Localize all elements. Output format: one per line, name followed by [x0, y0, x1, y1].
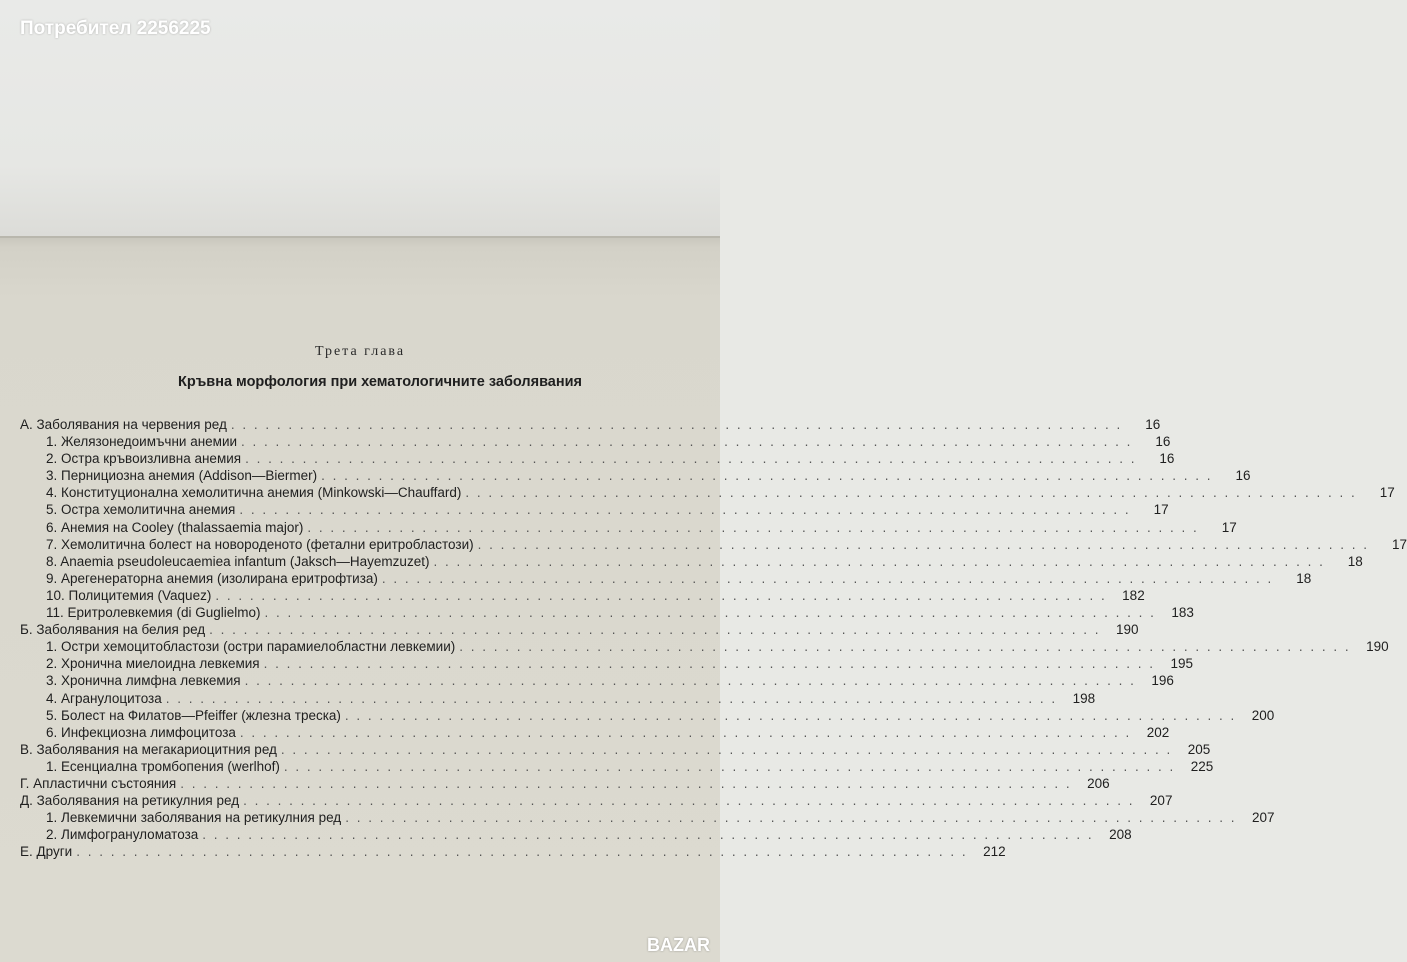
toc-entry-title: В. Заболявания на мегакариоцитния ред: [20, 741, 277, 757]
toc-entry: [20, 553, 1363, 570]
toc-leader-dots: [465, 484, 1356, 501]
toc-leader-dots: [241, 433, 1132, 450]
toc-entry-title: 2. Лимфогрануломатоза: [46, 827, 199, 843]
toc-page-number: 16: [1159, 451, 1175, 467]
toc-leader-dots: [345, 707, 1236, 724]
toc-leader-dots: [166, 690, 1057, 707]
toc-entry: [20, 792, 1173, 809]
toc-entry: [20, 655, 1193, 672]
toc-leader-dots: [281, 741, 1172, 758]
toc-leader-dots: [265, 604, 1156, 621]
toc-leader-dots: [245, 672, 1136, 689]
toc-entry: [20, 467, 1251, 484]
toc-entry-title: 2. Остра кръвоизливна анемия: [46, 451, 242, 467]
toc-entry-title: 4. Конституционална хемолитична анемия (Minkowski—Chauffard): [46, 485, 462, 501]
toc-entry: [20, 826, 1132, 843]
toc-leader-dots: [209, 621, 1100, 638]
toc-leader-dots: [264, 655, 1155, 672]
toc-entry-title: Е. Други: [20, 844, 73, 860]
toc-entry-title: 1. Есенциална тромбопения (werlhof): [46, 758, 280, 774]
toc-entry: [20, 775, 1110, 792]
toc-page-number: 207: [1149, 793, 1173, 809]
toc-entry: [20, 570, 1312, 587]
toc-entry: [20, 758, 1214, 775]
toc-page-number: 16: [1145, 417, 1161, 432]
toc-leader-dots: [243, 792, 1134, 809]
toc-page-number: 18: [1296, 570, 1312, 586]
toc-entry: [20, 672, 1174, 689]
toc-page-number: 18: [1347, 553, 1363, 569]
toc-entry: [20, 536, 1407, 553]
toc-page-number: 205: [1187, 741, 1211, 757]
toc-page-number: 16: [1155, 434, 1171, 450]
toc-page-number: 195: [1170, 656, 1193, 672]
toc-page-number: 183: [1171, 605, 1194, 621]
toc-entry-title: 2. Хронична миелоидна левкемия: [46, 656, 260, 672]
toc-entry: [20, 519, 1237, 536]
toc-entry: [20, 690, 1096, 707]
toc-page-number: 17: [1379, 485, 1395, 501]
table-of-contents: [20, 416, 1407, 860]
toc-page-number: 190: [1116, 622, 1139, 638]
toc-leader-dots: [202, 826, 1093, 843]
toc-page-number: 17: [1392, 536, 1407, 552]
toc-entry-title: 1. Желязонедоимъчни анемии: [46, 434, 238, 450]
toc-entry-title: 8. Anaemia pseudoleucaemiea infantum (Jaksch—Hayemzuzet): [46, 553, 430, 569]
toc-leader-dots: [231, 416, 1122, 433]
toc-leader-dots: [240, 724, 1131, 741]
toc-entry-title: 9. Арегенераторна анемия (изолирана еритрофтиза): [46, 570, 378, 586]
toc-leader-dots: [382, 570, 1273, 587]
toc-entry-title: Д. Заболявания на ретикулния ред: [20, 793, 240, 809]
toc-entry: [20, 501, 1169, 518]
toc-entry-title: А. Заболявания на червения ред: [20, 417, 227, 432]
toc-entry-title: 10. Полицитемия (Vaquez): [46, 587, 212, 603]
toc-page-number: 202: [1146, 724, 1170, 740]
toc-page-number: 16: [1235, 468, 1251, 484]
toc-page-number: 17: [1153, 502, 1169, 518]
toc-leader-dots: [478, 536, 1369, 553]
toc-entry-title: 1. Левкемични заболявания на ретикулния ред: [46, 810, 342, 826]
toc-entry-title: 3. Хронична лимфна левкемия: [46, 673, 241, 689]
toc-entry: [20, 741, 1211, 758]
toc-entry: [20, 621, 1139, 638]
toc-entry-title: 1. Остри хемоцитобластози (остри парамиелобластни левкемии): [46, 639, 456, 655]
chapter-heading: Кръвна морфология при хематологичните заболявания: [178, 374, 582, 390]
toc-page-number: 17: [1221, 519, 1237, 535]
toc-entry: [20, 707, 1275, 724]
chapter-label: Трета глава: [314, 344, 406, 359]
bazar-logo: BAZAR: [647, 935, 710, 955]
toc-leader-dots: [245, 450, 1136, 467]
toc-entry-title: 5. Остра хемолитична анемия: [46, 502, 236, 518]
toc-entry: [20, 809, 1275, 826]
book-page: [0, 236, 1407, 962]
toc-entry: [20, 450, 1175, 467]
toc-leader-dots: [239, 501, 1130, 518]
toc-leader-dots: [459, 638, 1350, 655]
toc-page-number: 200: [1251, 707, 1275, 723]
toc-entry-title: 6. Анемия на Cooley (thalassaemia major): [46, 519, 304, 535]
toc-leader-dots: [345, 809, 1236, 826]
toc-entry-title: 6. Инфекциозна лимфоцитоза: [46, 724, 236, 740]
toc-entry-title: 7. Хемолитична болест на новороденото (фетални еритробластози): [46, 536, 474, 552]
toc-page-number: 207: [1252, 810, 1275, 826]
toc-page-number: 206: [1087, 775, 1110, 791]
toc-leader-dots: [180, 775, 1071, 792]
toc-entry: [20, 484, 1395, 501]
toc-page-number: 196: [1151, 673, 1174, 689]
toc-entry-title: 3. Пернициозна анемия (Addison—Biermer): [46, 468, 318, 484]
toc-page-number: 225: [1190, 758, 1214, 774]
photo-background-top: [0, 0, 720, 236]
toc-entry: [20, 433, 1171, 450]
toc-page-number: 190: [1366, 639, 1389, 655]
toc-leader-dots: [321, 467, 1212, 484]
toc-entry-title: Б. Заболявания на белия ред: [20, 622, 206, 638]
toc-entry: [20, 724, 1170, 741]
toc-entry: [20, 604, 1194, 621]
toc-page-number: 212: [983, 844, 1006, 860]
toc-entry: [20, 587, 1145, 604]
toc-entry: [20, 843, 1006, 860]
toc-leader-dots: [215, 587, 1106, 604]
toc-page-number: 182: [1122, 587, 1145, 603]
toc-entry-title: Г. Апластични състояния: [20, 775, 177, 791]
toc-leader-dots: [433, 553, 1324, 570]
toc-entry: [20, 638, 1389, 655]
toc-entry-title: 4. Агранулоцитоза: [46, 690, 162, 706]
toc-leader-dots: [284, 758, 1175, 775]
toc-leader-dots: [76, 843, 967, 860]
user-watermark: Потребител 2256225: [20, 18, 211, 39]
toc-page-number: 198: [1072, 690, 1096, 706]
toc-page-number: 208: [1109, 827, 1132, 843]
toc-entry: [20, 416, 1161, 433]
toc-leader-dots: [307, 519, 1198, 536]
toc-entry-title: 5. Болест на Филатов—Pfeiffer (жлезна треска): [46, 707, 341, 723]
toc-entry-title: 11. Еритролевкемия (di Guglielmo): [46, 605, 261, 621]
